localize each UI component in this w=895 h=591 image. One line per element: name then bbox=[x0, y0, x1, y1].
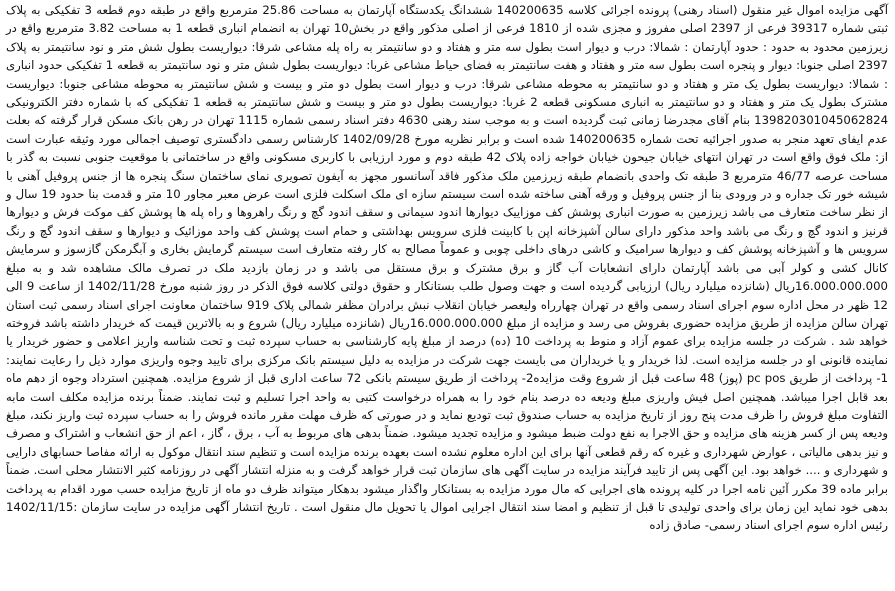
notice-body-text: آگهی مزایده اموال غیر منقول (اسناد رهنی) پرونده اجرائی کلاسه 140200635 ششدانگ یکدستگاه آپارتمان به مساحت 25.86 مترمربع واقع در طبقه دوم قطعه 3 تفکیکی به پلاک ثبتی شماره 39317 فرعی از 2397 اصلی مفروز و مجزی شده از 1810 فرعی از اصلی مذکور واقع در بخش10 تهران به انضمام انباری قطعه 1 به مساحت 3.82 مترمربع واقع در زیرزمین محدود به حدود : حدود آپارتمان : شمالا: درب و دیوار است بطول سه متر و هفتاد و دو سانتیمتر به راه پله مشاعی شرقا: دیواریست بطول شش متر و نود سانتیمتر به پلاک 2397 اصلی جنوبا: دیوار و پنجره است بطول سه متر و هفتاد و هفت سانتیمتر به فضای حیاط مشاعی غربا: دیواریست بطول شش متر و نود سانتیمتر به قطعه 1 تفکیکی حدود انباری : شمالا: دیواریست بطول یک متر و هفتاد و دو سانتیمتر به محوطه مشاعی شرقا: درب و دیوار است بطول دو متر و بیست و شش سانتیمتر به محوطه مشاعی جنوبا: دیواریست مشترک بطول یک متر و هفتاد و دو سانتیمتر به انباری مسکونی قطعه 2 غربا: دیواریست بطول دو متر و بیست و شش سانتیمتر به قطعه 1 تفکیکی که با شماره دفتر الکترونیکی 139820301045062824 بنام آقای مجدرضا زمانی ثبت گردیده است و به موجب سند رهنی 4630 دفتر اسناد رسمی شماره 1115 تهران در رهن بانک مسکن قرار گرفته که بعلت عدم ایفای تعهد منجر به صدور اجرائیه تحت شماره 140200635 شده است و برابر نظریه مورخ 1402/09/28 کارشناس رسمی دادگستری توصیف اجمالی مورد وثیقه عبارت است از: ملک فوق واقع است در تهران انتهای خیابان جیحون خیابان خواجه زاده پلاک 42 طبقه دوم و مورد ارزیابی با کاربری مسکونی واقع در ساختمانی با موقعیت جنوبی نسبت به گذر با مساحت عرصه 46/77 مترمربع 3 طبقه تک واحدی بانضمام طبقه زیرزمین ملک مذکور فاقد آسانسور مجهز به آیفون تصویری نمای ساختمان سنگ پنجره ها از جنس پروفیل آهنی با شیشه خور تک جداره و در ورودی بنا از جنس پروفیل و ورقه آهنی ساخته شده است سیستم سازه ای ملک اسکلت فلزی است عرض معبر مجاور 10 متر و قدمت بنا حدود 19 سال و از نظر ساخت متعارف می باشد زیرزمین به صورت انباری پوشش کف موزاییک دیوارها اندود سیمانی و سقف اندود گچ و رنگ راهروها و راه پله ها پوشش کف موکت فرش و دیوارها قرنیز و اندود گچ و رنگ می باشد واحد مذکور دارای سالن آشپزخانه اپن با کابینت فلزی سرویس بهداشتی و حمام است پوشش کف واحد موزائیک و دیوارها و سقف اندود گچ و رنگ سرویس ها و آشپزخانه پوشش کف و دیوارها سرامیک و کاشی درهای داخلی چوبی و عموماً مصالح به کار رفته متعارف است سیستم گرمایش بخاری و آبگرمکن گازسوز و سرمایش کانال کشی و کولر آبی می باشد آپارتمان دارای انشعابات آب گاز و برق مشترک و برق مستقل می باشد و در زمان بازدید ملک در تصرف مالک مشاهده شد و به مبلغ 16.000.000.000ریال (شانزده میلیارد ریال) ارزیابی گردیده است و جهت وصول طلب بستانکار و حقوق دولتی کلاسه فوق الذکر در روز شنبه مورخ 1402/11/28 از ساعت 9 الی 12 ظهر در محل اداره سوم اجرای اسناد رسمی واقع در تهران چهارراه ولیعصر خیابان انقلاب نبش برادران مظفر شمالی پلاک 919 ساختمان معاونت اجرای اسناد رسمی ثبت استان تهران سالن مزایده از طریق مزایده حضوری بفروش می رسد و مزایده از مبلغ 16.000.000.000ریال (شانزده میلیارد ریال) شروع و به بالاترین قیمت که خریدار داشته باشد فروخته خواهد شد . شرکت در جلسه مزایده برای عموم آزاد و منوط به پرداخت 10 (ده) درصد از مبلغ پایه کارشناسی به حساب سپرده ثبت و تحت شناسه واریز اعلامی و حضور خریدار یا نماینده قانونی او در جلسه مزایده است. لذا خریدار و یا خریداران می بایست جهت شرکت در مزایده به دلیل سیستم بانک مرکزی برای تایید وجوه واریزی موارد ذیل را رعایت نمایند: 1- پرداخت از طریق pc pos (پوز) 48 ساعت قبل از شروع وقت مزایده2- پرداخت از طریق سیستم بانکی 72 ساعت اداری قبل از شروع مزایده. همچنین استرداد وجوه از دهم ماه بعد قابل اجرا میباشد. همچنین اصل فیش واریزی مبلغ ودیعه ده درصد بنام خود را به همراه درخواست کتبی به واحد اجرا تسلیم و ثبت نمایند. ضمناً برنده مزایده مکلف است مابه التفاوت مبلغ فروش را ظرف مدت پنج روز از تاریخ مزایده به حساب صندوق ثبت تودیع نماید و در صورتی که ظرف مهلت مقرر مانده فروش را به حساب سپرده ثبت واریز نکند، مبلغ ودیعه پس از کسر هزینه های مزایده و حق الاجرا به نفع دولت ضبط میشود و مزایده تجدید میشود. ضمناً بدهی های مربوط به آب ، برق ، گاز ، اعم از حق انشعاب و اشتراک و مصرف و نیز بدهی مالیاتی ، عوارض شهرداری و غیره که رقم قطعی آنها برای این اداره معلوم نشده است بعهده برنده مزایده است و تنظیم سند انتقال موکول به ارائه مفاصا حسابهای دارایی و شهرداری و .... خواهد بود. این آگهی پس از تایید فرآیند مزایده در سایت آگهی های سازمان ثبت قرار خواهد گرفت و به منزله انتشار آگهی در روزنامه کثیر الانتشار محلی است. ضمناً برابر ماده 39 مکرر آئین نامه اجرا در کلیه پرونده های اجرایی که مال مورد مزایده به بستانکار واگذار میشود بدهکار میتواند ظرف دو ماه از تاریخ مزایده حسب مورد اقدام به پرداخت بدهی خود نماید این زمان برای واحدی تولیدی تا قبل از تنظیم و امضا سند انتقال اجرایی اموال یا تحویل مال منقول است . تاریخ انتشار آگهی مزایده در سایت سازمان :1402/11/15 رئیس اداره سوم اجرای اسناد رسمی- صادق زاده bbox=[6, 3, 889, 533]
